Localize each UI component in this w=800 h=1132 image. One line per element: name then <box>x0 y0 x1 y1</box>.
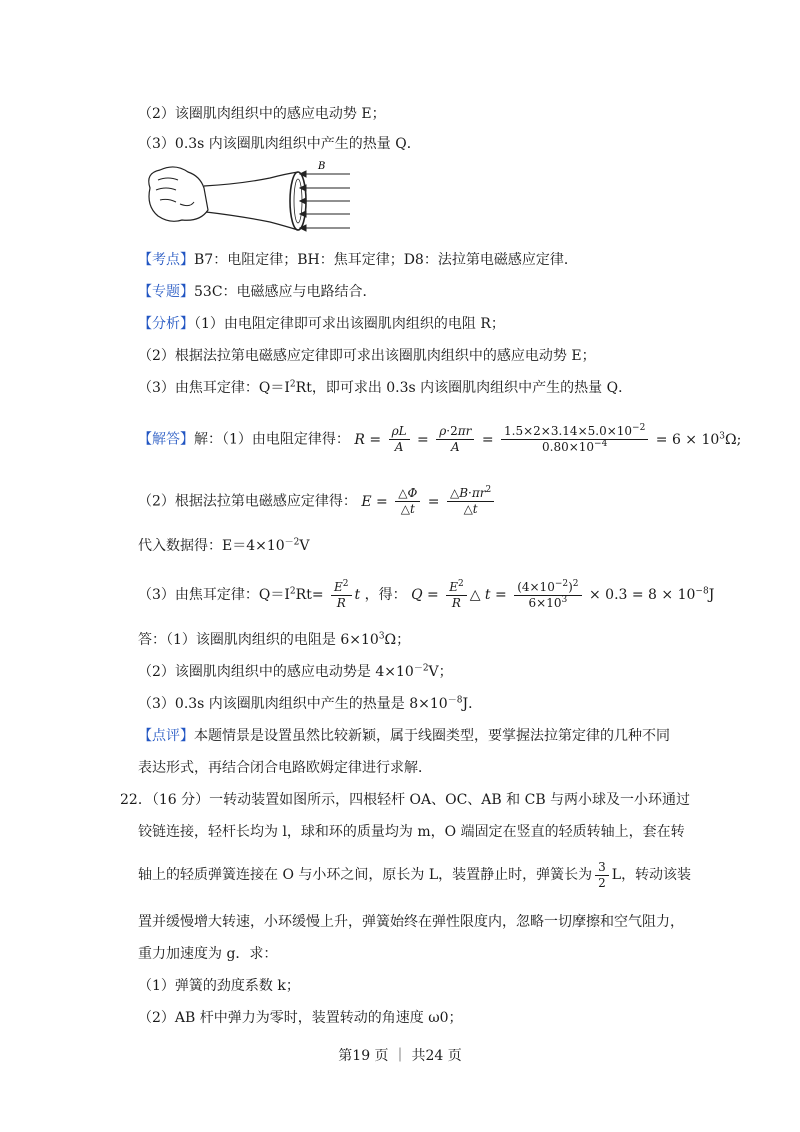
jieda-l3-b: V <box>299 538 310 554</box>
jieda-l3-a: 代入数据得：E＝4×10 <box>138 538 285 554</box>
answer-line-1 <box>138 630 410 650</box>
jieda-l4-a: （3）由焦耳定律：Q＝I <box>138 587 290 603</box>
dianping-text-1: 本题情景是设置虽然比较新颖，属于线圈类型，要掌握法拉第定律的几种不同 <box>194 728 670 744</box>
jieda-l1-prefix: 解：（1）由电阻定律得： <box>194 431 350 448</box>
q22-l3-b: L，转动该装 <box>611 867 692 883</box>
answer-1b: Ω； <box>384 632 411 648</box>
emf-formula: E = $\frac{\triangle\Phi}{\triangle t}$ = $\frac{\triangle B\cdot\pi r^2}{\triangle t}$ <box>361 494 497 510</box>
answer-3b: J． <box>462 696 483 712</box>
zhuanti-text: 53C：电磁感应与电路结合． <box>194 284 377 300</box>
q22-line-7: （2）AB 杆中弹力为零时，装置转动的角速度 ω0； <box>138 1010 463 1026</box>
fenxi-line-1 <box>138 314 505 334</box>
zhuanti-tag: 【专题】 <box>138 284 194 300</box>
q22-line-2: 铰链连接，轻杆长均为 l，球和环的质量均为 m，O 端固定在竖直的轻质转轴上，套在转 <box>138 824 685 840</box>
answer-2a: （2）该圈肌肉组织中的感应电动势是 4×10 <box>138 664 414 680</box>
arm-magnetic-field-figure <box>140 158 360 247</box>
jieda-line-1 <box>138 424 741 455</box>
jieda-l3-sup: －2 <box>284 537 300 548</box>
dianping-line-2: 表达形式，再结合闭合电路欧姆定律进行求解． <box>138 760 432 776</box>
answer-line-3 <box>138 694 482 714</box>
jieda-l4-c: ，得： <box>364 587 407 603</box>
answer-2-sup: －2 <box>413 663 429 674</box>
answer-2b: V； <box>428 664 453 680</box>
q22-l3-a: 轴上的轻质弹簧连接在 O 与小环之间，原长为 L，装置静止时，弹簧长为 <box>138 867 593 883</box>
zhuanti-line <box>138 282 377 302</box>
q22-line-4: 置并缓慢增大转速，小环缓慢上升，弹簧始终在弹性限度内，忽略一切摩擦和空气阻力， <box>138 914 684 930</box>
kaodian-line <box>138 250 578 270</box>
q21-part2: （2）该圈肌肉组织中的感应电动势 E； <box>138 106 386 122</box>
q22-frac-den: 2 <box>598 875 606 890</box>
jieda-line-3 <box>138 536 310 556</box>
dianping-tag: 【点评】 <box>138 728 194 744</box>
dianping-line-1 <box>138 726 670 746</box>
q22-frac-num: 3 <box>595 860 609 876</box>
fenxi-tag: 【分析】 <box>138 316 194 332</box>
q22-line-1: 22．（16 分）一转动装置如图所示，四根轻杆 OA、OC、AB 和 CB 与两小球及一小环通过 <box>120 792 691 808</box>
fenxi-line-2: （2）根据法拉第电磁感应定律即可求出该圈肌肉组织中的感应电动势 E； <box>138 348 596 364</box>
heat-formula-b: Q = $\frac{E^2}{R}$ △ t = $\frac{(4\times 10^{-2})^2}{6\times 10^3}$ × $0.3 = 8 \times 10^{-8}J$ <box>411 578 715 610</box>
jieda-l4-sup: 2 <box>289 586 296 597</box>
heat-formula-a: $\frac{E^2}{R}$ t <box>328 587 365 603</box>
page-footer: 第19 页 ｜ 共24 页 <box>338 1048 462 1064</box>
jieda-line-2 <box>138 486 497 517</box>
field-label: B <box>318 161 326 172</box>
jieda-line-4 <box>138 578 714 612</box>
fenxi-line-3 <box>138 378 632 398</box>
jieda-l2-prefix: （2）根据法拉第电磁感应定律得： <box>138 493 357 510</box>
fenxi-l3-b: Rt，即可求出 0.3s 内该圈肌肉组织中产生的热量 Q． <box>295 380 633 396</box>
q22-line-5: 重力加速度为 g．求： <box>138 946 278 962</box>
answer-line-2 <box>138 662 453 682</box>
jieda-tag: 【解答】 <box>138 431 194 448</box>
q22-fraction <box>595 860 609 891</box>
answer-1a: 答：（1）该圈肌肉组织的电阻是 6×10 <box>138 632 379 648</box>
q21-part3: （3）0.3s 内该圈肌肉组织中产生的热量 Q． <box>138 136 421 152</box>
resistance-formula: R = $\frac{\rho L}{A}$ = $\frac{\rho\cdot 2\pi r}{A}$ = $\frac{1.5\times 2\times 3.14\times 5.0\times 10^{-2}}{0.80\times 10^{-4}}$ = $6 \times 10^3\Omega$; <box>354 423 742 454</box>
answer-1-sup: 3 <box>378 631 385 642</box>
answer-3-sup: －8 <box>447 695 463 706</box>
jieda-l4-b: Rt= <box>295 587 324 603</box>
fenxi-l3-a: （3）由焦耳定律：Q＝I <box>138 380 290 396</box>
fenxi-l3-sup: 2 <box>289 379 296 390</box>
q22-line-6: （1）弹簧的劲度系数 k； <box>138 978 300 994</box>
kaodian-tag: 【考点】 <box>138 252 194 268</box>
answer-3a: （3）0.3s 内该圈肌肉组织中产生的热量是 8×10 <box>138 696 448 712</box>
q22-line-3 <box>138 858 691 892</box>
fenxi-text-1: （1）由电阻定律即可求出该圈肌肉组织的电阻 R； <box>194 316 505 332</box>
kaodian-text: B7：电阻定律；BH：焦耳定律；D8：法拉第电磁感应定律． <box>194 252 578 268</box>
